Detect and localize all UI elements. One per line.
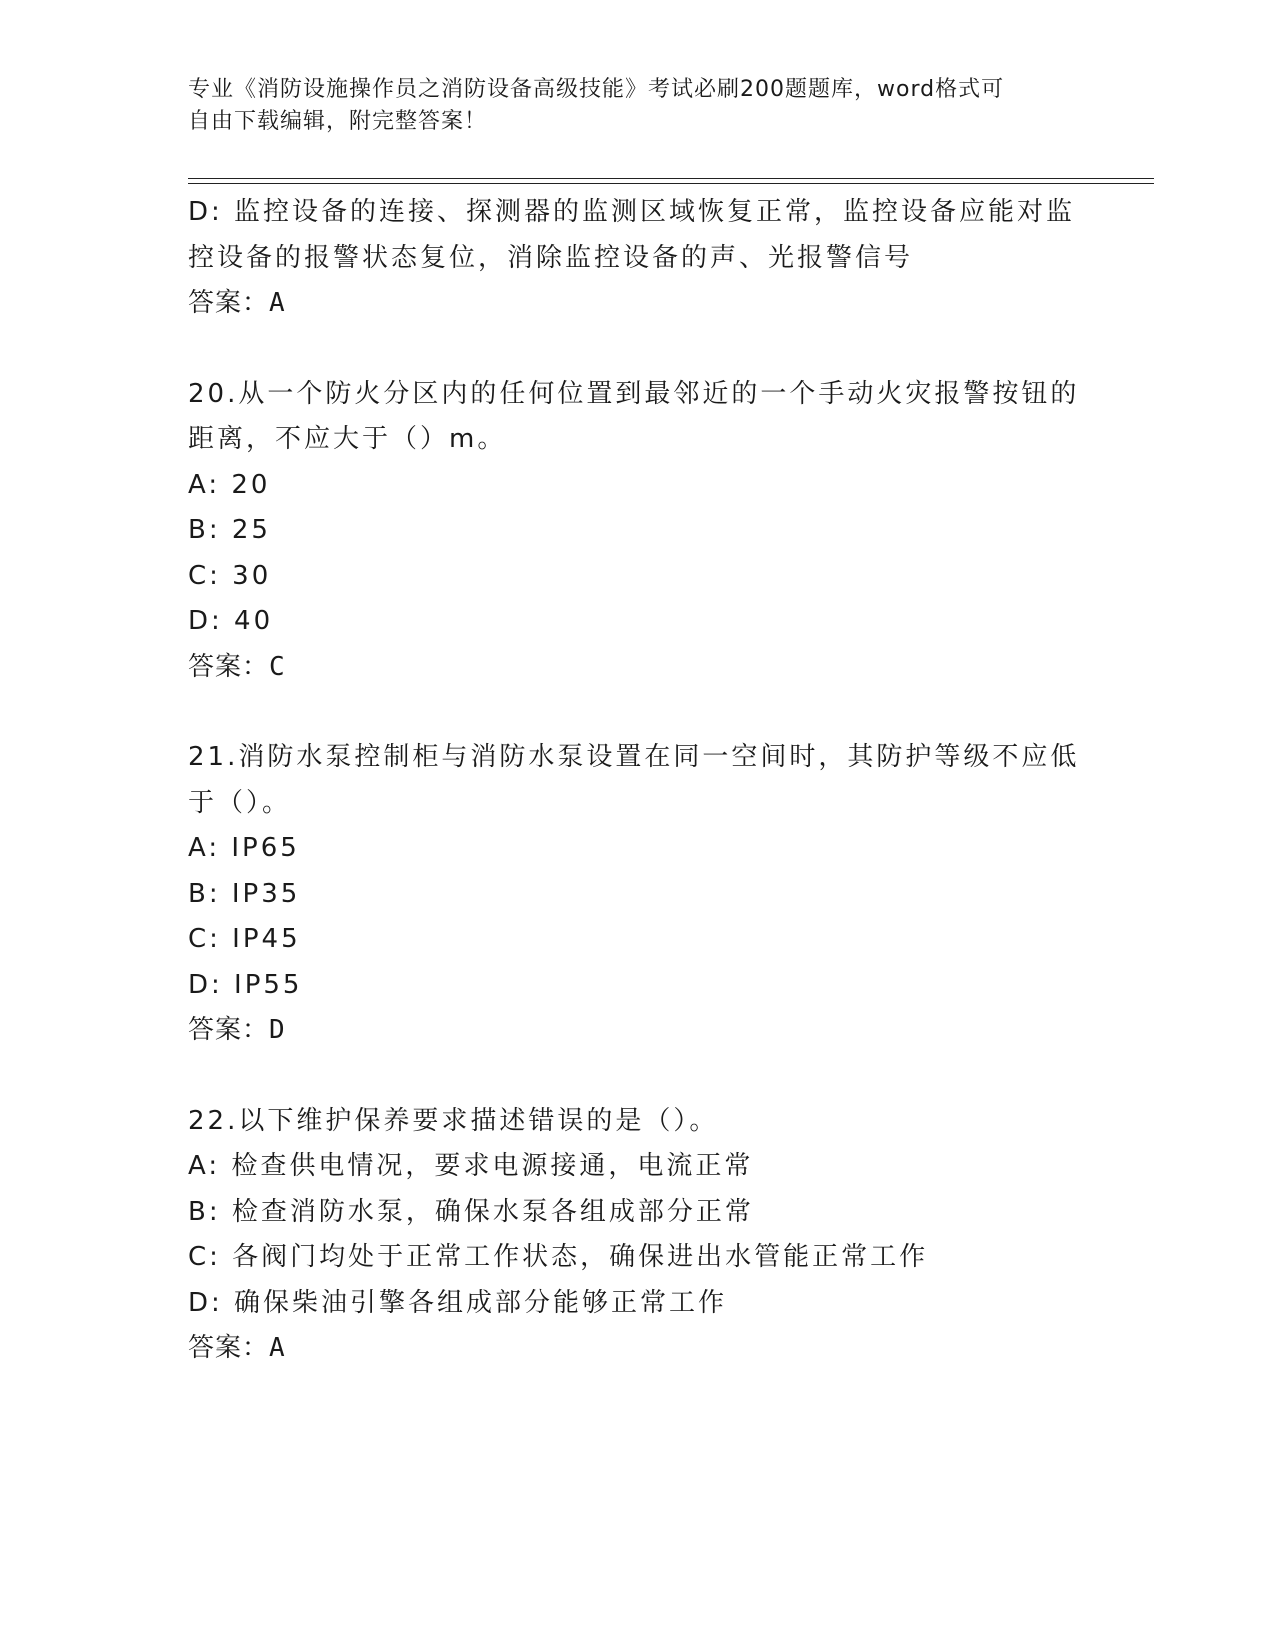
option-d: D: 确保柴油引擎各组成部分能够正常工作 xyxy=(188,1287,728,1318)
previous-question-tail xyxy=(188,190,1088,327)
option-d: D: 40 xyxy=(188,606,274,636)
question-stem-continued: 距离，不应大于（）m。 xyxy=(188,424,507,454)
question-stem: 20.从一个防火分区内的任何位置到最邻近的一个手动火灾报警按钮的 xyxy=(188,378,1080,409)
option-a: A: 20 xyxy=(188,469,271,500)
question-stem: 21.消防水泵控制柜与消防水泵设置在同一空间时，其防护等级不应低 xyxy=(188,742,1080,772)
option-b: B: 25 xyxy=(188,515,271,545)
option-d: D: IP55 xyxy=(188,969,303,1000)
option-c: C: IP45 xyxy=(188,924,301,954)
answer: 答案：A xyxy=(188,1333,286,1363)
answer: 答案：D xyxy=(188,1015,286,1045)
header-title-line-2: 自由下载编辑，附完整答案！ xyxy=(188,109,488,134)
header-double-rule xyxy=(188,178,1154,184)
option-d: D: 监控设备的连接、探测器的监测区域恢复正常，监控设备应能对监 xyxy=(188,197,1076,227)
question-list xyxy=(188,190,1088,1372)
answer: 答案：C xyxy=(188,651,286,682)
header-title-line-1: 专业《消防设施操作员之消防设备高级技能》考试必刷200题题库，word格式可 xyxy=(188,77,1005,102)
option-a: A: IP65 xyxy=(188,833,300,863)
question-22 xyxy=(188,1099,1088,1372)
question-stem-continued: 于（）。 xyxy=(188,787,292,818)
question-21 xyxy=(188,735,1088,1054)
answer: 答案：A xyxy=(188,288,286,318)
option-d-continued: 控设备的报警状态复位，消除监控设备的声、光报警信号 xyxy=(188,242,914,273)
option-b: B: 检查消防水泵，确保水泵各组成部分正常 xyxy=(188,1196,754,1227)
question-20 xyxy=(188,372,1088,691)
option-c: C: 各阀门均处于正常工作状态，确保进出水管能正常工作 xyxy=(188,1242,929,1272)
option-c: C: 30 xyxy=(188,560,272,591)
question-stem: 22.以下维护保养要求描述错误的是（）。 xyxy=(188,1105,719,1136)
document-header xyxy=(188,74,1088,138)
option-a: A: 检查供电情况，要求电源接通，电流正常 xyxy=(188,1151,754,1181)
option-b: B: IP35 xyxy=(188,878,301,909)
